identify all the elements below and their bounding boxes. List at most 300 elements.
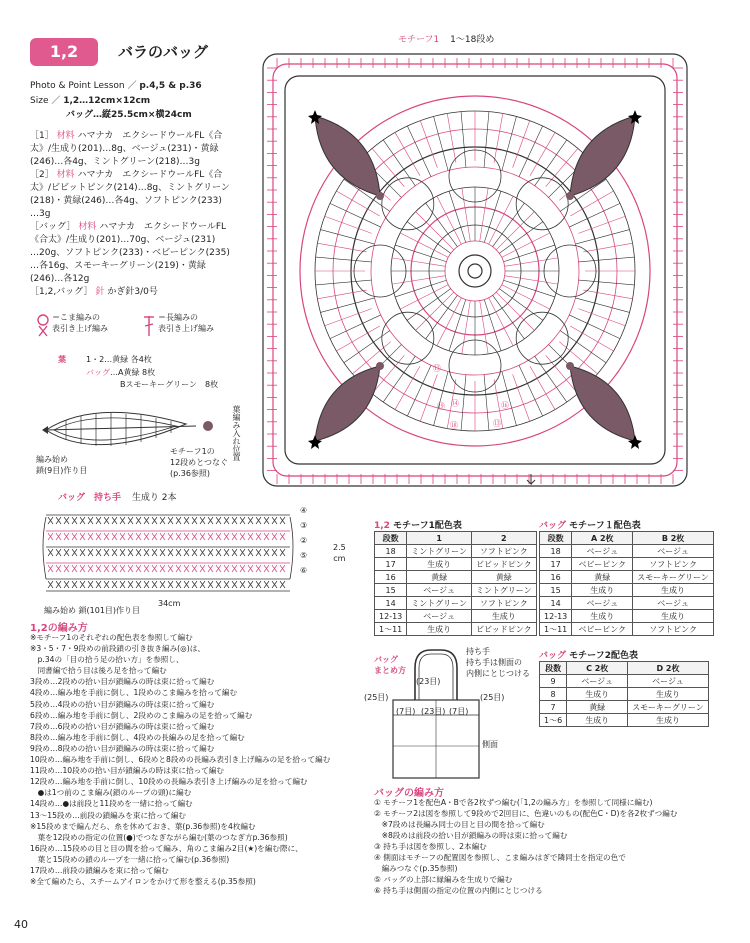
stitch-x [280,549,285,556]
table-cell: 14 [540,597,572,610]
table-cell: 黄緑 [572,571,633,584]
instruction-line: 葉と15段めの鎖のループを一緒に拾って編む(p.36参照) [30,854,230,864]
stitch-x [200,533,205,540]
stitch-mark [317,243,366,252]
handle-height: 2.5 cm [333,543,346,564]
bag-side-label: 側面 [482,740,498,749]
instruction-line: 10段め…編み地を手前に倒し、6段めと8段めの長編み表引き上げ編みの足を拾って編む [30,755,331,765]
material-line: ［バッグ］ 材料 ハマナカ エクシードウールFL [30,222,227,232]
instruction-line: 12段め…編み地を手前に倒し、10段めの長編み表引き上げ編みの足を拾って編む [30,777,308,787]
stitch-x [192,549,197,556]
table-cell: ミントグリーン [471,584,536,597]
stitch-x [80,533,85,540]
stitch-mark [400,285,448,310]
instruction-line: 16段め…15段めの目と目の間を拾って編み、角のこま編み2目(★)を編む際に、 [30,843,303,853]
stitch-x [208,517,213,524]
stitch-x [56,581,61,588]
table-cell: ソフトピンク [471,597,536,610]
leaf-shape [315,116,380,196]
size-label: Size ／ [30,96,61,106]
stitch-mark [395,132,420,175]
stitch-mark [316,280,372,285]
motif-ring [459,255,491,287]
stitch-x [136,533,141,540]
stitch-mark [583,290,632,299]
leaf-label: 葉 [58,355,66,364]
stitch-x [216,565,221,572]
stitch-x [136,581,141,588]
instruction-line: 7段め…6段めの拾い目が鎖編みの時は束に拾って編む [30,721,215,731]
stitch-x [144,533,149,540]
handle-title-line [58,492,176,505]
material-line: …20g、ソフトピンク(233)・ベビーピンク(235) [30,248,230,258]
table-cell: 生成り [567,714,628,727]
stitch-mark [462,188,470,241]
stitch-x [240,549,245,556]
table3 [539,661,709,727]
table-cell: 生成り [471,610,536,623]
leaf-shape [570,366,635,441]
stitch-mark [489,196,514,244]
table-row [375,597,537,610]
table-header: 2 [471,532,536,545]
stitch-mark [570,326,613,351]
stitch-x [216,549,221,556]
table-cell: 18 [540,545,572,558]
stitch-mark [489,298,514,346]
stitch-x [56,517,61,524]
table-cell: 7 [540,701,567,714]
page-title: バラのバッグ [118,43,209,61]
handle-turn [43,517,46,579]
stitch-x [176,565,181,572]
leaf-shape [315,366,380,441]
stitch-mark [461,375,466,431]
stitch-x [192,517,197,524]
table-cell: ベージュ [407,610,472,623]
table-row [540,610,714,623]
stitch-x [160,581,165,588]
method12-body [30,632,400,887]
material-line: …3g [30,209,51,219]
stitch-x [208,549,213,556]
stitch-x [152,517,157,524]
material-line: ［1］ 材料 ハマナカ エクシードウールFL《合 [30,131,223,141]
stitch-x [160,549,165,556]
stitch-mark [513,121,530,168]
stitch-x [112,549,117,556]
table-row [540,701,709,714]
materials-block [30,130,252,299]
stitch-x [224,549,229,556]
stitch-x [280,517,285,524]
stitch-mark [579,280,635,285]
stitch-x [256,533,261,540]
stitch-mark [461,112,466,168]
stitch-x [248,517,253,524]
row-mark: ⑥ [300,566,308,575]
stitch-x [240,517,245,524]
table-cell: 17 [540,558,572,571]
stitch-x [200,565,205,572]
size-value: 1,2…12cm×12cm [63,96,151,106]
stitch-mark [496,212,534,250]
stitch-x [160,565,165,572]
table-cell: 8 [540,688,567,701]
table-cell: 16 [540,571,572,584]
table-cell: 生成り [407,558,472,571]
stitch-x [256,581,261,588]
stitch-x [256,565,261,572]
stitch-mark [519,365,543,416]
table-cell: ミントグリーン [407,597,472,610]
stitch-x [176,517,181,524]
stitch-mark [395,366,420,409]
stitch-x [96,517,101,524]
table2-block [539,518,714,636]
stitch-x [176,549,181,556]
table-cell: ベビーピンク [572,558,633,571]
stitch-x [184,533,189,540]
stitch-x [280,565,285,572]
stitch-x [88,565,93,572]
stitch-x [72,533,77,540]
symbol-dc-label: ＝長編みの 表引き上げ編み [158,313,214,334]
instruction-line: ※3・5・7・9段めの前段鎖の引き抜き編み(◎)は、 [30,644,205,654]
stitch-mark [496,292,534,330]
instruction-line: ※8段めは前段の拾い目が鎖編みの時は束に拾って編む [374,831,568,840]
stitch-mark [392,258,445,266]
stitch-x [240,565,245,572]
stitch-x [88,581,93,588]
stitch-x [232,517,237,524]
table-row [540,623,714,636]
bag-l23-bottom: (23目) [421,707,446,716]
stitch-x [120,549,125,556]
stitch-mark [583,243,632,252]
stitch-x [248,549,253,556]
stitch-mark [330,315,381,339]
row-mark: ⑱ [450,421,458,430]
stitch-x [96,565,101,572]
instruction-line: ※7段めは長編み同士の目と目の間を拾って編む [374,820,545,829]
table-cell: 生成り [572,584,633,597]
row-mark: ⑤ [300,551,308,560]
table-header: B 2枚 [633,532,714,545]
stitch-x [240,581,245,588]
stitch-x [168,533,173,540]
stitch-x [160,533,165,540]
front-post-sc-icon [36,314,50,340]
stitch-mark [316,257,372,262]
table-cell: 12-13 [375,610,407,623]
stitch-mark [336,191,379,216]
stitch-x [256,517,261,524]
stitch-mark [325,309,372,326]
leaf-join-note: モチーフ1の 12段めとつなぐ (p.36参照) [170,447,229,479]
table-header: 段数 [540,662,567,675]
table-cell: ソフトピンク [471,545,536,558]
table-row [540,584,714,597]
table-cell: ソフトピンク [633,623,714,636]
table-row [375,610,537,623]
table-cell: 14 [375,597,407,610]
instruction-line: ① モチーフ1を配色A・Bで各2枚ずつ編む(「1,2の編み方」を参照して同様に編む) [374,798,653,807]
stitch-x [224,581,229,588]
table-cell: 黄緑 [471,571,536,584]
material-line: ［1,2,バッグ］ 針 かぎ針3/0号 [30,287,158,297]
stitch-x [216,581,221,588]
table3-block [539,648,709,727]
stitch-x [232,549,237,556]
stitch-x [48,581,53,588]
stitch-x [120,533,125,540]
row-mark: ⑲ [437,402,445,411]
stitch-mark [570,191,613,216]
stitch-x [56,549,61,556]
stitch-x [272,517,277,524]
table-cell: スモーキーグリーン [628,701,709,714]
table-row [375,545,537,558]
leaf-line1: 1・2…黄緑 各4枚 [86,355,152,364]
table-header: A 2枚 [572,532,633,545]
stitch-x [112,565,117,572]
instruction-line: 5段め…4段めの拾い目が鎖編みの時は束に拾って編む [30,699,215,709]
row-mark: ⑯ [501,401,509,410]
table-row [540,714,709,727]
stitch-x [72,581,77,588]
stitch-x [64,581,69,588]
stitch-mark [569,203,620,227]
table-cell: 1〜11 [540,623,572,636]
stitch-x [48,565,53,572]
stitch-mark [480,188,488,241]
table-cell: ベージュ [633,597,714,610]
stitch-mark [519,126,543,177]
stitch-mark [336,326,379,351]
material-line: 太》/生成り(201)…8g、ベージュ(231)・黄緑 [30,144,219,154]
stitch-x [112,581,117,588]
table-cell: 生成り [628,714,709,727]
leaf-start-note: 編み始め 鎖(9目)作り目 [36,455,88,476]
stitch-x [48,533,53,540]
stitch-x [56,533,61,540]
stitch-mark [578,309,625,326]
table-cell: ビビッドピンク [471,558,536,571]
leaf-join-dot [566,192,574,200]
stitch-x [96,549,101,556]
table-row [540,675,709,688]
stitch-mark [437,298,462,346]
table-cell: ベージュ [633,545,714,558]
stitch-x [224,517,229,524]
handle-title: バッグ 持ち手 [58,493,122,503]
row-mark: ② [300,536,308,545]
instruction-line: ⑤ バッグの上部に縁編みを生成りで編む [374,875,513,884]
table-cell: ミントグリーン [407,545,472,558]
instruction-line: ⑥ 持ち手は側面の指定の位置の内側にとじつける [374,886,543,895]
stitch-mark [437,196,462,244]
stitch-x [144,565,149,572]
leaf-line3: Bスモーキーグリーン 8枚 [120,380,219,389]
instruction-line: 11段め…10段めの拾い目が鎖編みの時は束に拾って編む [30,766,224,776]
stitch-x [264,581,269,588]
table-header: 1 [407,532,472,545]
stitch-mark [480,301,488,354]
table1-caption: 1,2 モチーフ1配色表 [374,521,462,531]
stitch-mark [530,366,555,409]
table-row [375,571,537,584]
stitch-x [104,517,109,524]
table1-block [374,518,537,636]
leaf-join-dot [376,192,384,200]
stitch-x [200,549,205,556]
bag-method-body [374,797,744,896]
table-row [540,558,714,571]
magic-ring-icon [468,264,482,278]
stitch-x [152,581,157,588]
stitch-x [144,549,149,556]
stitch-x [88,549,93,556]
table2 [539,531,714,636]
instruction-line: 3段め…2段めの拾い目が鎖編みの時は束に拾って編む [30,677,215,687]
stitch-x [136,549,141,556]
size-line [30,95,290,108]
motif-title: モチーフ1 [398,35,440,45]
table-cell: ビビッドピンク [471,623,536,636]
stitch-x [224,565,229,572]
stitch-x [144,581,149,588]
table-cell: 16 [375,571,407,584]
stitch-x [184,549,189,556]
stitch-x [64,533,69,540]
stitch-x [128,581,133,588]
table-row [375,558,537,571]
stitch-mark [416,292,454,330]
motif-ring [445,241,505,301]
stitch-x [224,533,229,540]
instruction-line: ●は1つ前のこま編み(鎖のループの頭)に編む [30,788,192,798]
stitch-x [272,565,277,572]
material-line: 太》/ビビットピンク(214)…8g、ミントグリーン [30,183,230,193]
instruction-line: 同書編で拾う目は後ろ足を拾って編む [30,666,167,676]
stitch-x [88,517,93,524]
stitch-mark [325,216,372,233]
table-cell: 12-13 [540,610,572,623]
instruction-line: 編みつなぐ(p.35参照) [374,864,458,873]
stitch-x [208,581,213,588]
handle-width: 34cm [158,599,181,608]
stitch-x [168,549,173,556]
method12-title: 1,2の編み方 [30,623,88,634]
stitch-x [232,533,237,540]
stitch-mark [505,258,558,266]
stitch-x [152,565,157,572]
material-line: …各16g、スモーキーグリーン(219)・黄緑 [30,261,206,271]
stitch-x [264,517,269,524]
table-header: 段数 [540,532,572,545]
stitch-x [232,565,237,572]
stitch-x [184,517,189,524]
table-cell: ベージュ [572,597,633,610]
stitch-x [264,549,269,556]
stitch-x [208,533,213,540]
leaf-join-dot [566,362,574,370]
stitch-x [192,565,197,572]
stitch-x [272,581,277,588]
stitch-x [72,517,77,524]
instruction-line: 葉を12段めの指定の位置(●)でつなぎながら編む(葉のつなぎ方p.36参照) [30,832,288,842]
stitch-x [216,517,221,524]
stitch-x [136,517,141,524]
table-row [375,584,537,597]
stitch-mark [420,374,437,421]
stitch-mark [447,113,456,162]
table-cell: 生成り [633,584,714,597]
bag-handle-note: 持ち手 持ち手は側面の 内側にとじつける [466,647,530,679]
stitch-x [72,565,77,572]
stitch-x [280,533,285,540]
leaf-join-dot [376,362,384,370]
stitch-x [200,581,205,588]
instruction-line: ④ 側面はモチーフの配置図を参照し、こま編みはぎで隣同士を指定の色で [374,853,626,862]
table-cell: ソフトピンク [633,558,714,571]
bag-assembly-label: バッグ まとめ方 [374,655,406,676]
stitch-x [264,533,269,540]
table2-caption: バッグ モチーフ１配色表 [539,521,641,531]
bag-l7-right: (7目) [449,707,469,716]
stitch-x [120,565,125,572]
stitch-x [200,517,205,524]
stitch-x [248,533,253,540]
table-cell: 1〜11 [375,623,407,636]
stitch-x [264,565,269,572]
instruction-line: 8段め…編み地を手前に倒し、4段めの長編みの足を拾って編む [30,732,245,742]
page-number: 40 [14,918,28,931]
stitch-x [120,581,125,588]
table-cell: ベージュ [628,675,709,688]
stitch-x [272,549,277,556]
stitch-mark [400,233,448,258]
stitch-x [48,517,53,524]
stitch-mark [317,290,366,299]
table-header: 段数 [375,532,407,545]
bag-l23: (23目) [416,677,441,686]
stitch-x [96,581,101,588]
instruction-line: 4段め…編み地を手前に倒し、1段めのこま編みを拾って編む [30,688,238,698]
stitch-x [152,549,157,556]
stitch-x [128,565,133,572]
bag-l25-right: (25目) [480,693,505,702]
stitch-x [240,533,245,540]
stitch-x [216,533,221,540]
handle-turn [290,517,293,579]
stitch-mark [505,276,558,284]
bag-method-title: バッグの編み方 [374,788,444,799]
table-cell: 18 [375,545,407,558]
material-line: 《合太》/生成り(201)…70g、ベージュ(231) [30,235,216,245]
table-cell: 生成り [628,688,709,701]
handle-chart [38,505,298,597]
stitch-x [160,517,165,524]
stitch-x [112,533,117,540]
stitch-x [104,565,109,572]
instruction-line: 14段め…●は前段と11段めを一緒に拾って編む [30,799,193,809]
instruction-line: ※モチーフ1のそれぞれの配色表を参照して編む [30,633,193,642]
instruction-line: p.34の「目の拾う足の拾い方」を参照し、 [30,655,184,665]
material-line: (246)…各12g [30,274,90,284]
stitch-mark [420,121,437,168]
